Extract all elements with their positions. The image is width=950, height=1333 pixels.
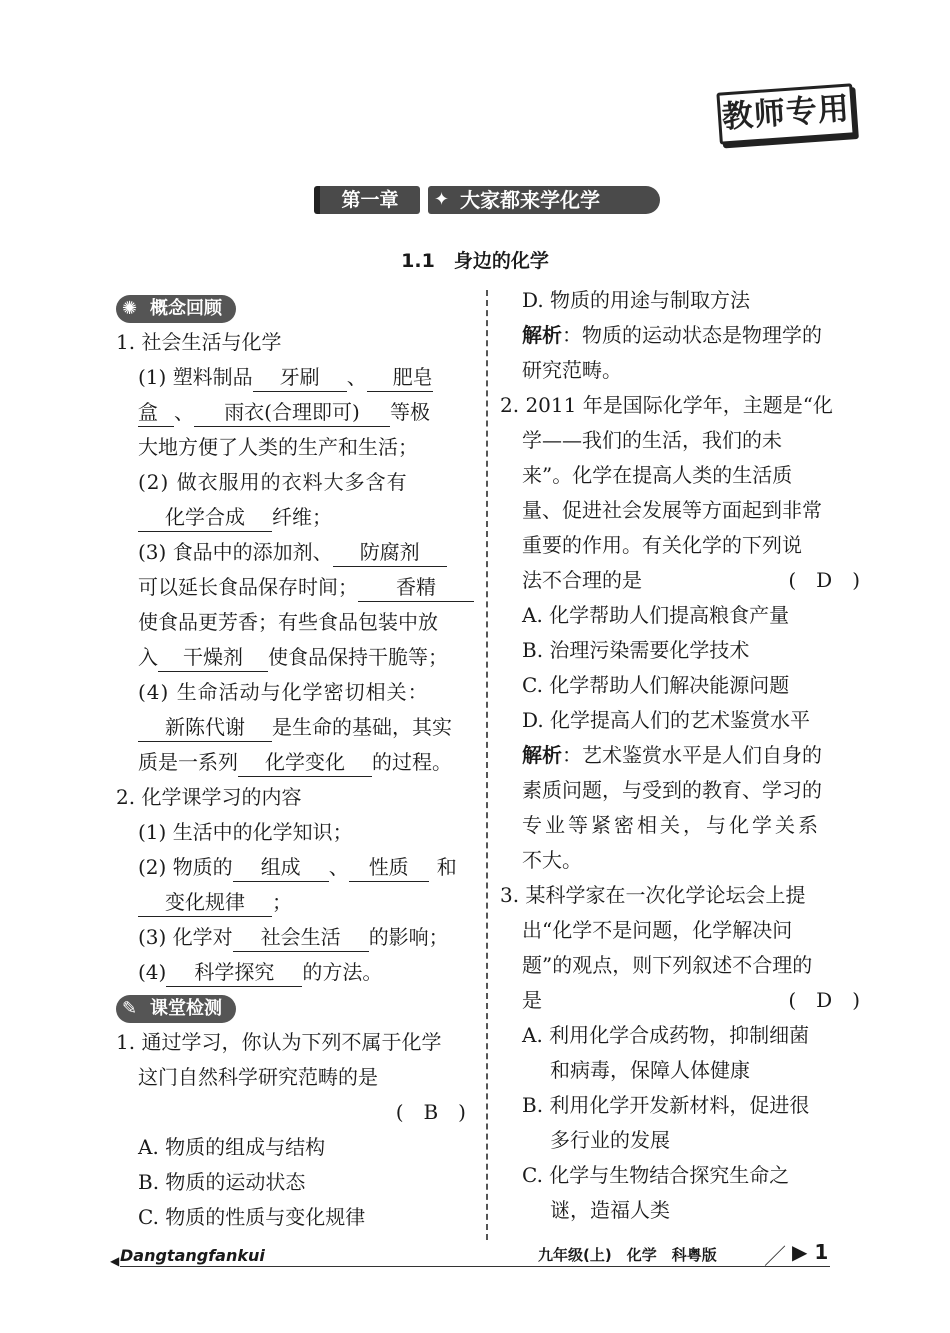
chapter-label: 第一章 [314, 186, 420, 214]
t3-option-c-line1: C. 化学与生物结合探究生命之 [522, 1163, 790, 1187]
chapter-title [428, 186, 660, 214]
t2-option-d: D. 化学提高人们的艺术鉴赏水平 [522, 708, 811, 732]
t3-option-a-line1: A. 利用化学合成药物，抑制细菌 [522, 1023, 810, 1047]
footer-brand: Dangtangfankui [120, 1246, 265, 1265]
q1-1-line2: 盒 、 雨衣(合理即可) 等极 [116, 395, 474, 430]
t1-option-c: C. 物质的性质与变化规律 [138, 1205, 366, 1229]
q1-3-line3: 使食品更芳香；有些食品包装中放 [138, 610, 438, 634]
q1-4-line3: 质是一系列 化学变化 的过程。 [116, 745, 474, 780]
t1-line2: 这门自然科学研究范畴的是 [138, 1065, 378, 1089]
teacher-only-stamp: 教师专用 [716, 83, 855, 144]
t2-line4: 量、促进社会发展等方面起到非常 [522, 498, 822, 522]
left-column [116, 290, 474, 1235]
t3-option-b-line2: 多行业的发展 [550, 1128, 670, 1152]
page-number: ▶ 1 [792, 1240, 829, 1264]
t3-answer: ( D ) [788, 988, 860, 1012]
q2-3: (3) 化学对 社会生活 的影响； [116, 920, 474, 955]
t3-option-b-line1: B. 利用化学开发新材料，促进很 [522, 1093, 810, 1117]
gear-icon: ✺ [122, 298, 138, 319]
concept-review-heading: ✺ 概念回顾 [116, 295, 236, 323]
t2-line5: 重要的作用。有关化学的下列说 [522, 533, 802, 557]
footer-rule [120, 1266, 830, 1267]
t1-option-b: B. 物质的运动状态 [138, 1170, 306, 1194]
t1-answer: ( B ) [395, 1100, 466, 1124]
chapter-title-text: 大家都来学化学 [460, 188, 600, 212]
t2-line1: 2. 2011 年是国际化学年，主题是“化 [500, 393, 833, 417]
q1-1-line3: 大地方便了人类的生产和生活； [138, 435, 418, 459]
q1-4-line2: 新陈代谢 是生命的基础，其实 [116, 710, 474, 745]
t1-option-a: A. 物质的组成与结构 [138, 1135, 326, 1159]
q2-2-line2: 变化规律 ； [116, 885, 474, 920]
t2-option-a: A. 化学帮助人们提高粮食产量 [522, 603, 790, 627]
q1-3-line4: 入 干燥剂 使食品保持干脆等； [116, 640, 474, 675]
q2-1: (1) 生活中的化学知识； [138, 820, 353, 844]
q1-3-line2: 可以延长食品保存时间； 香精 [116, 570, 474, 605]
t2-answer: ( D ) [788, 568, 860, 592]
t3-option-a-line2: 和病毒，保障人体健康 [550, 1058, 750, 1082]
wand-icon: ✦ [434, 189, 450, 210]
t2-explanation-line4: 不大。 [522, 848, 582, 872]
q2-title: 2. 化学课学习的内容 [116, 785, 302, 809]
t3-line2: 出“化学不是问题，化学解决问 [522, 918, 793, 942]
q1-3-line1: (3) 食品中的添加剂、 防腐剂 [116, 535, 474, 570]
column-divider [486, 290, 488, 1240]
t3-line3: 题”的观点，则下列叙述不合理的 [522, 953, 813, 977]
q1-1-line1: (1) 塑料制品 牙刷 、 肥皂 [116, 360, 474, 395]
footer-grade-subject: 九年级(上) 化学 科粤版 [538, 1246, 717, 1264]
classroom-test-heading: ✎ 课堂检测 [116, 995, 236, 1023]
footer-slash-decoration: ／ [764, 1245, 787, 1270]
q1-2-line2: 化学合成 纤维； [116, 500, 474, 535]
q2-4: (4) 科学探究 的方法。 [116, 955, 474, 990]
q1-2-line1: (2) 做衣服用的衣料大多含有 [138, 470, 408, 494]
t3-line1: 3. 某科学家在一次化学论坛会上提 [500, 883, 806, 907]
right-column [500, 283, 860, 1228]
t2-explanation-line1: 解析：艺术鉴赏水平是人们自身的 [522, 743, 822, 767]
t1-option-d: D. 物质的用途与制取方法 [522, 288, 751, 312]
t1-explanation-line2: 研究范畴。 [522, 358, 622, 382]
t3-option-c-line2: 谜，造福人类 [550, 1198, 670, 1222]
t2-explanation-line3: 专业等紧密相关，与化学关系 [522, 813, 821, 837]
t2-line3: 来”。化学在提高人类的生活质 [522, 463, 793, 487]
q2-2-line1: (2) 物质的 组成 、 性质 和 [116, 850, 474, 885]
section-title: 1.1 身边的化学 [401, 250, 549, 272]
t2-line2: 学——我们的生活，我们的未 [522, 428, 782, 452]
t1-line1: 1. 通过学习，你认为下列不属于化学 [116, 1030, 442, 1054]
t2-explanation-line2: 素质问题，与受到的教育、学习的 [522, 778, 822, 802]
t2-option-c: C. 化学帮助人们解决能源问题 [522, 673, 790, 697]
t2-option-b: B. 治理污染需要化学技术 [522, 638, 750, 662]
t2-line6: 法不合理的是 ( D ) [500, 563, 860, 598]
t1-explanation-line1: 解析：物质的运动状态是物理学的 [522, 323, 822, 347]
pencil-icon: ✎ [122, 998, 138, 1019]
left-arrow-icon: ◀ [110, 1254, 120, 1268]
q1-4-line1: (4) 生命活动与化学密切相关： [138, 680, 429, 704]
t3-line4: 是 ( D ) [500, 983, 860, 1018]
q1-title: 1. 社会生活与化学 [116, 330, 282, 354]
